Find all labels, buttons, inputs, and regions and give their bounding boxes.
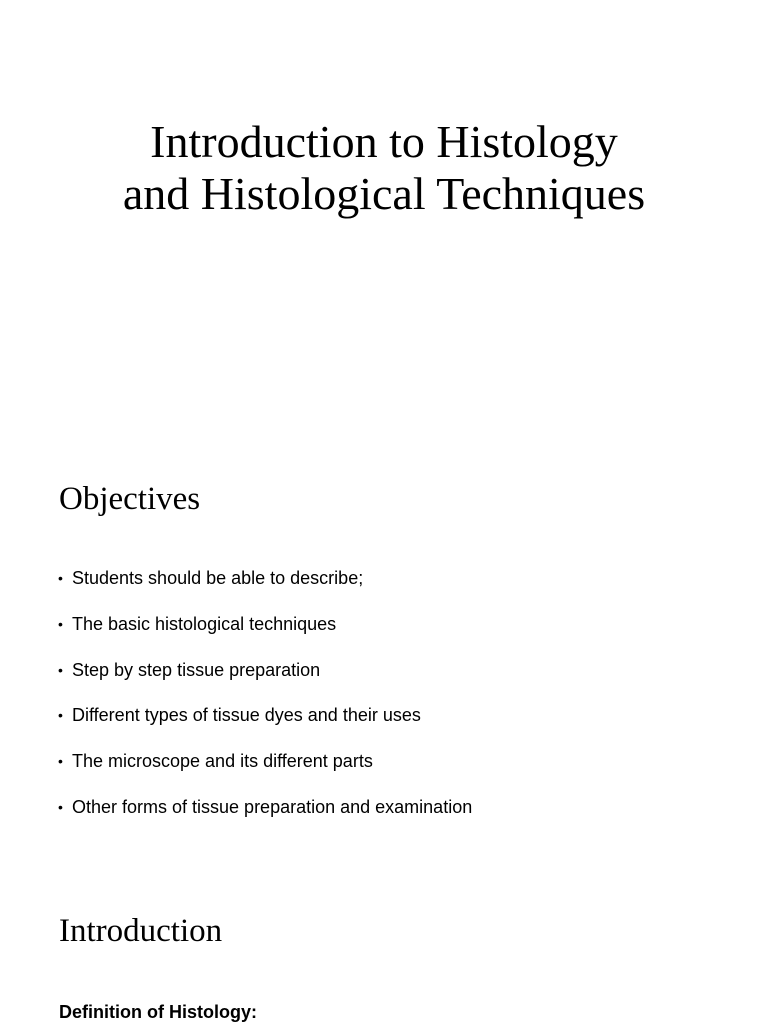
objectives-list xyxy=(58,566,472,841)
list-item xyxy=(58,612,472,658)
bullet-icon: • xyxy=(58,753,63,770)
bullet-icon: • xyxy=(58,798,63,815)
list-item xyxy=(58,795,472,841)
list-item-text: The basic histological techniques xyxy=(72,613,337,634)
list-item xyxy=(58,566,472,612)
list-item xyxy=(58,703,472,749)
list-item-text: Step by step tissue preparation xyxy=(72,659,321,680)
introduction-heading: Introduction xyxy=(59,913,223,949)
bullet-icon: • xyxy=(58,707,63,724)
title-line-1: Introduction to Histology xyxy=(150,116,618,167)
bullet-icon: • xyxy=(58,661,63,678)
list-item-text: Other forms of tissue preparation and examination xyxy=(72,796,473,817)
list-item-text: Different types of tissue dyes and their uses xyxy=(72,705,421,726)
bullet-icon: • xyxy=(58,570,63,586)
list-item xyxy=(58,658,472,704)
list-item-text: Students should be able to describe; xyxy=(72,568,364,588)
list-item-text: The microscope and its different parts xyxy=(72,751,373,772)
list-item xyxy=(58,749,472,795)
definition-label: Definition of Histology: xyxy=(59,1002,257,1022)
document-title xyxy=(0,116,768,220)
title-line-2: and Histological Techniques xyxy=(122,168,646,219)
objectives-heading: Objectives xyxy=(59,481,201,517)
bullet-icon: • xyxy=(58,615,63,632)
